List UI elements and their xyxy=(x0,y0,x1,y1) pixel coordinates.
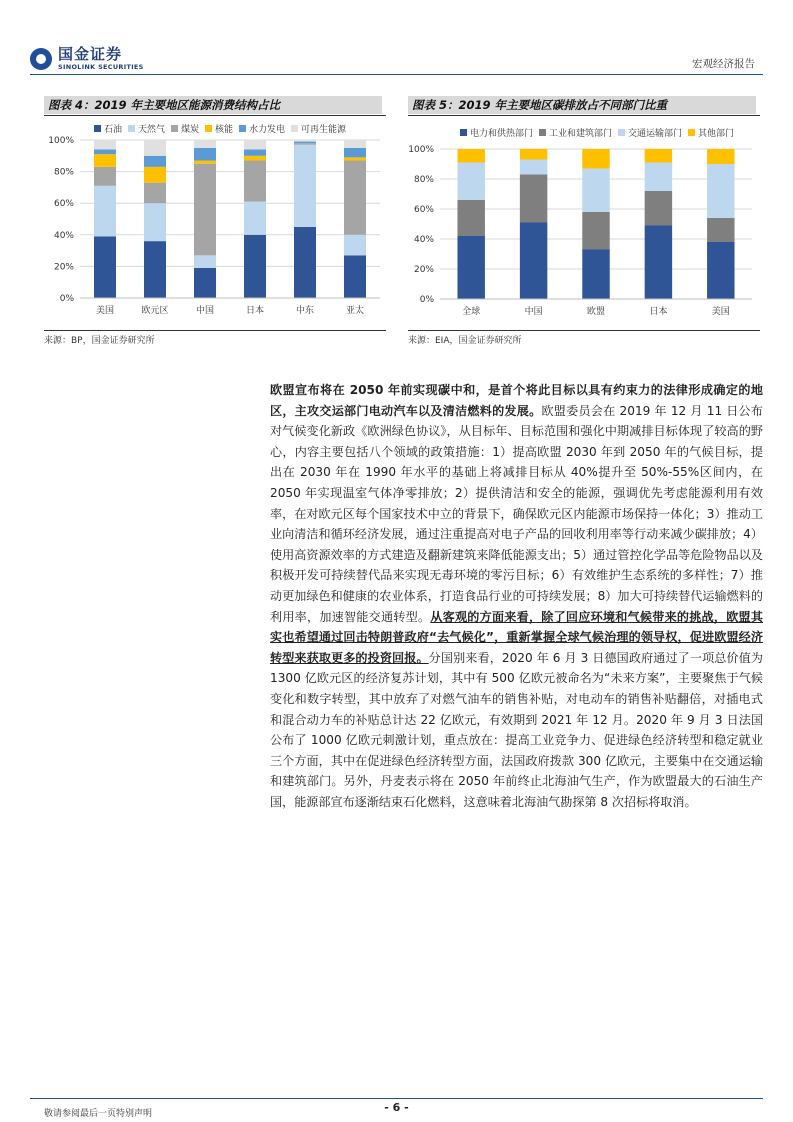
paragraph2-body: 分国别来看，2020 年 6 月 3 日德国政府通过了一项总价值为 1300 亿欧元区的经济复苏计划，其中有 500 亿欧元被命名为“未来方案”，主要聚焦于气候变化和数字转型，其中放弃了对燃气油车的销售补贴，对电动车的销售补贴翻倍，对插电式和混合动力车的补贴总计达 22 亿欧元，有效期到 2021 年 12 月。2020 年 9 月 3 日法国公布了 1000 亿欧元刺激计划，重点放在：提高工业竞争力、促进绿色经济转型和稳定就业三个方面，其中在促进绿色经济转型方面，法国政府拨款 300 亿欧元，主要集中在交通运输和建筑部门。另外，丹麦表示将在 2050 年前终止北海油气生产，作为欧盟最大的石油生产国，能源部宣布逐渐结束石化燃料，这意味着北海油气勘探第 8 次招标将取消。 xyxy=(270,650,763,809)
figure5-source: 来源：EIA，国金证券研究所 xyxy=(408,336,522,346)
x-tick-label-5: 亚太 xyxy=(345,306,365,316)
y-tick-label-2: 40% xyxy=(413,235,434,245)
x-tick-label-3: 日本 xyxy=(245,306,265,316)
bar-segment-1-5 xyxy=(144,140,166,156)
paragraph1-body: 欧盟委员会在 2019 年 12 月 11 日公布对气候变化新政《欧洲绿色协议》，从目标年、目标范围和强化中期减排目标体现了较高的野心，内容主要包括八个领域的政策措施：1）提高欧盟 2030 年到 2050 年的气候目标，提出在 2030 年在 1990 年水平的基础上将减排目标从 40%提升至 50%-55%区间内，在 2050 年实现温室气体净零排放；2）提供清洁和安全的能源，强调优先考虑能源利用有效率，在对欧元区每个国家技术中立的背景下，确保欧元区内能源市场保持一体化；3）推动工业向清洁和循环经济发展，通过注重提高对电子产品的回收利用率等行动来减少碳排放；4）使用高资源效率的方式建造及翻新建筑来降低能源支出；5）通过管控化学品等危险物品以及积极开发可持续替代品来实现无毒环境的零污目标；6）有效维护生态系统的多样性；7）推动更加绿色和健康的农业体系，打造食品行业的可持续发展；8）加大可持续替代运输燃料的利用率，加速智能交通转型。 xyxy=(270,403,763,624)
y-tick-label-4: 80% xyxy=(53,167,74,178)
company-logo xyxy=(30,44,144,74)
legend-swatch-4 xyxy=(239,125,246,132)
bar-segment-3-0 xyxy=(244,235,266,298)
bar-segment-2-0 xyxy=(194,268,216,298)
y-tick-label-5: 100% xyxy=(408,145,434,155)
y-tick-label-3: 60% xyxy=(413,205,434,215)
legend-label-0: 石油 xyxy=(104,125,123,135)
bar-segment-5-3 xyxy=(344,157,366,160)
bar-segment-1-3 xyxy=(144,167,166,183)
bar-segment-5-5 xyxy=(344,140,366,148)
bar-segment-2-3 xyxy=(194,161,216,164)
x-tick-label-0: 美国 xyxy=(95,306,115,316)
bar-segment-3-2 xyxy=(244,161,266,202)
legend-swatch-0 xyxy=(460,129,467,136)
legend-swatch-5 xyxy=(291,125,298,132)
bar-segment-4-2 xyxy=(294,143,316,145)
bar-segment-2-2 xyxy=(582,169,609,213)
bar-segment-0-1 xyxy=(457,200,484,236)
legend-label-3: 核能 xyxy=(215,125,234,135)
bar-segment-0-4 xyxy=(94,149,116,154)
paragraph1-lead: 欧盟宣布将在 2050 年前实现碳中和，是首个将此目标以具有约束力的法律形成确定的地区，主攻交运部门电动汽车以及清洁燃料的发展。 xyxy=(270,383,763,418)
bar-segment-0-0 xyxy=(457,236,484,299)
paragraph2-lead: 从客观的方面来看，除了回应环境和气候带来的挑战，欧盟其实也希望通过回击特朗普政府“去气候化”，重新掌握全球气候治理的领导权，促进欧盟经济转型来获取更多的投资回报。 xyxy=(270,609,763,665)
bar-segment-1-2 xyxy=(144,183,166,204)
bar-segment-1-2 xyxy=(520,160,547,175)
bar-segment-3-3 xyxy=(244,156,266,161)
bar-segment-3-0 xyxy=(645,226,672,300)
y-tick-label-5: 100% xyxy=(48,136,74,146)
figure4-top-rule xyxy=(44,115,386,116)
figure4-title: 图表 4：2019 年主要地区能源消费结构占比 xyxy=(44,96,382,114)
logo-en-text: SINOLINK SECURITIES xyxy=(58,63,144,72)
legend-swatch-2 xyxy=(171,125,178,132)
figure5-top-rule xyxy=(408,115,760,116)
legend-label-1: 天然气 xyxy=(138,125,166,135)
bar-segment-5-2 xyxy=(344,161,366,235)
bar-segment-2-5 xyxy=(194,140,216,148)
bar-segment-1-1 xyxy=(144,203,166,241)
bar-segment-5-4 xyxy=(344,148,366,157)
bar-segment-0-5 xyxy=(94,140,116,149)
y-tick-label-1: 20% xyxy=(53,262,74,273)
x-tick-label-1: 中国 xyxy=(524,307,543,317)
bar-segment-4-1 xyxy=(707,218,734,242)
x-tick-label-4: 美国 xyxy=(711,307,730,317)
bar-segment-4-1 xyxy=(294,145,316,227)
legend-swatch-0 xyxy=(94,125,101,132)
bar-segment-2-1 xyxy=(582,212,609,250)
bar-segment-1-0 xyxy=(144,241,166,298)
footer-divider xyxy=(30,1098,763,1099)
y-tick-label-2: 40% xyxy=(53,230,74,241)
y-tick-label-0: 0% xyxy=(59,294,74,304)
legend-label-3: 其他部门 xyxy=(698,129,735,139)
bar-segment-4-0 xyxy=(294,227,316,298)
legend-swatch-3 xyxy=(205,125,212,132)
bar-segment-3-3 xyxy=(645,149,672,163)
x-tick-label-4: 中东 xyxy=(295,306,315,316)
bar-segment-5-0 xyxy=(344,255,366,298)
bar-segment-4-5 xyxy=(294,140,316,142)
x-tick-label-3: 日本 xyxy=(649,307,668,317)
bar-segment-2-3 xyxy=(582,149,609,169)
bar-segment-0-1 xyxy=(94,186,116,237)
bar-segment-2-0 xyxy=(582,250,609,300)
page-number: - 6 - xyxy=(384,1101,409,1114)
figure4-chart xyxy=(44,118,386,328)
legend-label-0: 电力和供热部门 xyxy=(470,129,534,139)
x-tick-label-1: 欧元区 xyxy=(141,306,169,316)
bar-segment-0-2 xyxy=(94,167,116,186)
bar-segment-5-1 xyxy=(344,235,366,256)
bar-segment-1-1 xyxy=(520,175,547,223)
legend-swatch-1 xyxy=(128,125,135,132)
x-tick-label-2: 欧盟 xyxy=(586,307,606,317)
bar-segment-3-5 xyxy=(244,140,266,149)
x-tick-label-0: 全球 xyxy=(462,307,481,317)
y-tick-label-4: 80% xyxy=(413,175,434,185)
bar-segment-4-2 xyxy=(707,164,734,218)
figure5-bottom-rule xyxy=(408,330,760,331)
legend-label-4: 水力发电 xyxy=(249,125,286,135)
bar-segment-0-2 xyxy=(457,163,484,201)
logo-mark-icon xyxy=(30,48,52,70)
bar-segment-3-1 xyxy=(645,191,672,226)
bar-segment-0-0 xyxy=(94,236,116,298)
logo-cn-text: 国金证券 xyxy=(58,45,123,64)
bar-segment-0-3 xyxy=(94,154,116,167)
bar-segment-1-0 xyxy=(520,223,547,300)
figure5-chart xyxy=(408,118,760,328)
figure4-bottom-rule xyxy=(44,330,386,331)
x-tick-label-2: 中国 xyxy=(195,306,215,316)
bar-segment-4-0 xyxy=(707,242,734,299)
footer-disclaimer: 敬请参阅最后一页特别声明 xyxy=(44,1109,153,1119)
y-tick-label-0: 0% xyxy=(419,295,434,305)
y-tick-label-1: 20% xyxy=(413,265,434,275)
figure4-source: 来源：BP，国金证券研究所 xyxy=(44,336,155,346)
bar-segment-4-3 xyxy=(707,149,734,164)
legend-label-2: 煤炭 xyxy=(181,125,200,135)
bar-segment-3-4 xyxy=(244,149,266,155)
bar-segment-3-2 xyxy=(645,163,672,192)
bar-segment-1-4 xyxy=(144,156,166,167)
legend-swatch-3 xyxy=(688,129,695,136)
legend-swatch-1 xyxy=(539,129,546,136)
legend-label-1: 工业和建筑部门 xyxy=(549,129,613,139)
legend-label-5: 可再生能源 xyxy=(301,125,347,135)
bar-segment-2-1 xyxy=(194,255,216,268)
figure5-title: 图表 5：2019 年主要地区碳排放占不同部门比重 xyxy=(408,96,756,114)
legend-label-2: 交通运输部门 xyxy=(628,129,683,139)
bar-segment-4-4 xyxy=(294,142,316,144)
bar-segment-3-1 xyxy=(244,202,266,235)
report-type: 宏观经济报告 xyxy=(692,58,755,70)
legend-swatch-2 xyxy=(618,129,625,136)
bar-segment-2-4 xyxy=(194,148,216,161)
bar-segment-2-2 xyxy=(194,164,216,256)
header-divider xyxy=(30,74,763,75)
body-text xyxy=(270,380,763,812)
y-tick-label-3: 60% xyxy=(53,199,74,210)
bar-segment-0-3 xyxy=(457,149,484,163)
bar-segment-1-3 xyxy=(520,149,547,160)
